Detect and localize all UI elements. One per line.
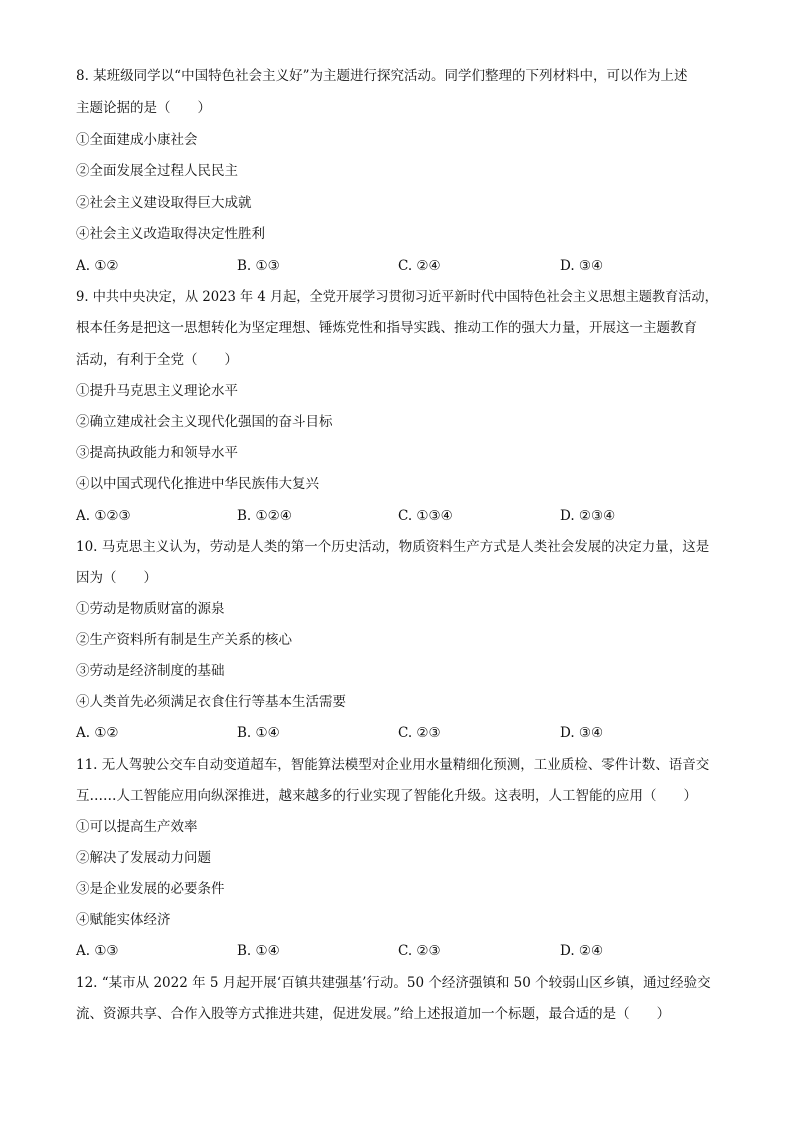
- q11-item-1: ①可以提高生产效率: [76, 819, 198, 835]
- q8-option-a: A. ①②: [76, 258, 119, 274]
- q11-option-d: D. ②④: [560, 943, 604, 959]
- q10-item-1: ①劳动是物质财富的源泉: [76, 601, 225, 617]
- q8-stem-line-2: 主题论据的是（ ）: [76, 100, 211, 116]
- q10-item-2: ②生产资料所有制是生产关系的核心: [76, 632, 292, 648]
- q9-item-4: ④以中国式现代化推进中华民族伟大复兴: [76, 476, 319, 492]
- q10-option-b: B. ①④: [237, 725, 280, 741]
- q10-stem-line-2: 因为（ ）: [76, 570, 157, 586]
- q8-stem-line-1: 8. 某班级同学以“中国特色社会主义好”为主题进行探究活动。同学们整理的下列材料中，可以作为上述: [76, 68, 688, 84]
- q8-item-2: ②全面发展全过程人民民主: [76, 163, 238, 179]
- q12-stem-line-1: 12. “某市从 2022 年 5 月起开展‘百镇共建强基’行动。50 个经济强镇和 50 个较弱山区乡镇，通过经验交: [76, 975, 711, 991]
- q11-option-b: B. ①④: [237, 943, 280, 959]
- q9-item-3: ③提高执政能力和领导水平: [76, 445, 238, 461]
- q9-stem-line-2: 根本任务是把这一思想转化为坚定理想、锤炼党性和指导实践、推动工作的强大力量，开展这一主题教育: [76, 320, 697, 336]
- q9-stem-line-1: 9. 中共中央决定，从 2023 年 4 月起，全党开展学习贯彻习近平新时代中国特色社会主义思想主题教育活动，: [76, 289, 718, 305]
- q11-item-4: ④赋能实体经济: [76, 912, 171, 928]
- q8-item-3: ②社会主义建设取得巨大成就: [76, 195, 252, 211]
- q8-item-4: ④社会主义改造取得决定性胜利: [76, 226, 265, 242]
- q10-option-a: A. ①②: [76, 725, 119, 741]
- q10-item-4: ④人类首先必须满足衣食住行等基本生活需要: [76, 694, 346, 710]
- q10-option-d: D. ③④: [560, 725, 604, 741]
- q8-option-b: B. ①③: [237, 258, 280, 274]
- q9-option-d: D. ②③④: [560, 508, 616, 524]
- q10-options: [76, 724, 716, 742]
- q9-item-1: ①提升马克思主义理论水平: [76, 383, 238, 399]
- q8-option-c: C. ②④: [398, 258, 441, 274]
- q9-item-2: ②确立建成社会主义现代化强国的奋斗目标: [76, 414, 333, 430]
- q9-option-b: B. ①②④: [237, 508, 292, 524]
- q10-item-3: ③劳动是经济制度的基础: [76, 663, 225, 679]
- q11-option-a: A. ①③: [76, 943, 119, 959]
- q9-options: [76, 507, 716, 525]
- q9-stem-line-3: 活动，有利于全党（ ）: [76, 352, 238, 368]
- q10-stem-line-1: 10. 马克思主义认为，劳动是人类的第一个历史活动，物质资料生产方式是人类社会发展的决定力量，这是: [76, 539, 710, 555]
- q10-option-c: C. ②③: [398, 725, 441, 741]
- q11-option-c: C. ②③: [398, 943, 441, 959]
- q9-option-a: A. ①②③: [76, 508, 131, 524]
- q11-options: [76, 942, 716, 960]
- q9-option-c: C. ①③④: [398, 508, 453, 524]
- q12-stem-line-2: 流、资源共享、合作入股等方式推进共建，促进发展。”给上述报道加一个标题，最合适的是（ ）: [76, 1006, 671, 1022]
- q11-stem-line-1: 11. 无人驾驶公交车自动变道超车，智能算法模型对企业用水量精细化预测，工业质检、零件计数、语音交: [76, 757, 710, 773]
- q8-option-d: D. ③④: [560, 258, 604, 274]
- q8-item-1: ①全面建成小康社会: [76, 132, 198, 148]
- q8-options: [76, 257, 716, 275]
- q11-stem-line-2: 互……人工智能应用向纵深推进，越来越多的行业实现了智能化升级。这表明，人工智能的应用（ ）: [76, 788, 697, 804]
- q11-item-2: ②解决了发展动力问题: [76, 850, 211, 866]
- q11-item-3: ③是企业发展的必要条件: [76, 881, 225, 897]
